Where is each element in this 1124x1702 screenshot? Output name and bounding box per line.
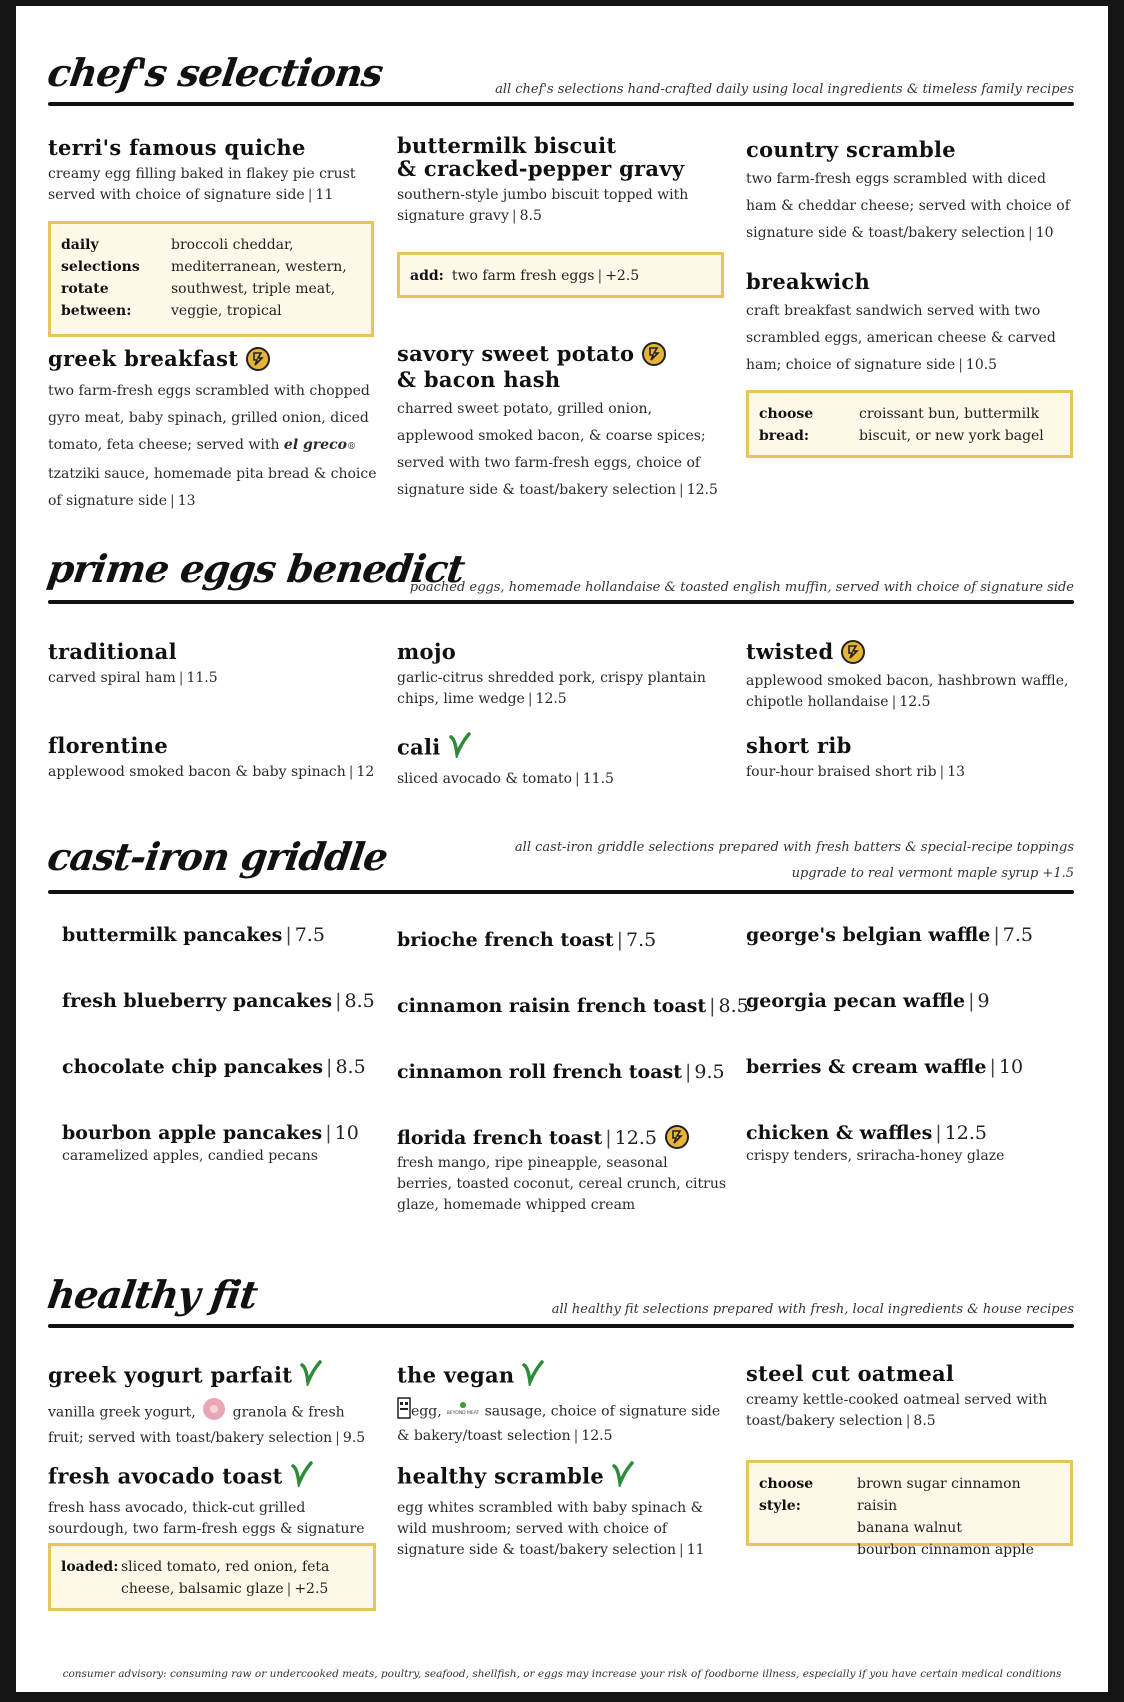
- item-desc: sliced avocado & tomato | 11.5: [397, 771, 614, 787]
- item-name: healthy scramble: [397, 1463, 727, 1493]
- item-desc: two farm-fresh eggs scrambled with chopped gyro meat, baby spinach, grilled onion, diced tomato, feta cheese; served with el greco® tzatziki sauce, homemade pita bread & choice of signature side | 13: [48, 382, 377, 509]
- item-steel-cut-oatmeal: [746, 1362, 1076, 1432]
- vegetarian-v-icon: [522, 1360, 544, 1390]
- item-price: 12.5: [944, 1122, 988, 1144]
- item-desc: caramelized apples, candied pecans: [62, 1148, 318, 1164]
- item-sweet-potato-hash: [397, 342, 727, 504]
- signature-badge-icon: [246, 347, 270, 371]
- item-name: george's belgian waffle: [746, 924, 991, 946]
- item-cali: [397, 734, 727, 790]
- item-price: 7.5: [1002, 924, 1033, 946]
- item-price: 7.5: [294, 924, 325, 946]
- item-name: bourbon apple pancakes: [62, 1122, 323, 1144]
- item-desc: craft breakfast sandwich served with two scrambled eggs, american cheese & carved ham; choice of signature side | 10.5: [746, 303, 1056, 373]
- breakwich-bread-box: [746, 390, 1073, 458]
- vegetarian-v-icon: [291, 1461, 313, 1491]
- biscuit-add-box: [397, 252, 724, 298]
- box-label: add:: [410, 268, 444, 284]
- item-price: 10: [334, 1122, 359, 1144]
- beyond-meat-logo: [446, 1401, 480, 1422]
- item-desc: southern-style jumbo biscuit topped with signature gravy | 8.5: [397, 187, 689, 224]
- signature-badge-icon: [642, 342, 666, 366]
- chefs-note: all chef's selections hand-crafted daily using local ingredients & timeless family recipes: [495, 82, 1074, 97]
- item-chocolate-chip-pancakes: chocolate chip pancakes | 8.5: [62, 1056, 366, 1078]
- item-name: mojo: [397, 639, 457, 664]
- item-desc: vanilla greek yogurt, granola & fresh fruit; served with toast/bakery selection | 9.5: [48, 1397, 378, 1449]
- item-name: florentine: [48, 733, 169, 758]
- box-label: choose bread:: [759, 406, 814, 444]
- item-name: twisted: [746, 640, 1076, 666]
- griddle-title: cast-iron griddle: [44, 834, 391, 879]
- item-name: berries & cream waffle: [746, 1056, 987, 1078]
- item-name-line1: buttermilk biscuit: [397, 133, 617, 158]
- benedict-note: poached eggs, homemade hollandaise & toasted english muffin, served with choice of signature side: [409, 580, 1074, 595]
- item-name-line1: savory sweet potato: [397, 342, 727, 368]
- item-blueberry-pancakes: fresh blueberry pancakes | 8.5: [62, 990, 375, 1012]
- item-desc: egg, BEYOND MEAT sausage, choice of signature side & bakery/toast selection | 12.5: [397, 1397, 727, 1447]
- box-label: choose style:: [759, 1476, 814, 1514]
- item-georgia-pecan-waffle: georgia pecan waffle | 9: [746, 990, 990, 1012]
- item-buttermilk-pancakes: buttermilk pancakes | 7.5: [62, 924, 325, 946]
- item-berries-cream-waffle: berries & cream waffle | 10: [746, 1056, 1024, 1078]
- granola-logo: [200, 1397, 228, 1428]
- item-quiche: [48, 136, 378, 206]
- item-name: buttermilk pancakes: [62, 924, 283, 946]
- item-price: 8.5: [335, 1056, 366, 1078]
- item-desc: crispy tenders, sriracha-honey glaze: [746, 1148, 1005, 1164]
- item-name: fresh blueberry pancakes: [62, 990, 333, 1012]
- box-text: croissant bun, buttermilk biscuit, or new york bagel: [859, 406, 1044, 444]
- item-florentine: [48, 734, 378, 783]
- item-name: florida french toast: [397, 1127, 603, 1149]
- chefs-header: [44, 50, 1074, 110]
- item-price: 8.5: [718, 995, 749, 1017]
- item-desc: charred sweet potato, grilled onion, applewood smoked bacon, & coarse spices; served with two farm-fresh eggs, choice of signature side & toast/bakery selection | 12.5: [397, 400, 718, 498]
- item-name: country scramble: [746, 137, 956, 162]
- box-text: two farm fresh eggs | +2.5: [451, 268, 640, 284]
- item-greek-breakfast: [48, 347, 378, 515]
- griddle-rule: [48, 890, 1074, 894]
- item-yogurt-parfait: [48, 1362, 378, 1449]
- box-line: brown sugar cinnamon raisin: [857, 1476, 1021, 1514]
- box-line: bourbon cinnamon apple: [857, 1542, 1034, 1558]
- item-desc: creamy egg filling baked in flakey pie crust served with choice of signature side | 11: [48, 166, 356, 203]
- item-cinnamon-raisin-french-toast: cinnamon raisin french toast | 8.5: [397, 995, 749, 1017]
- item-price: 7.5: [626, 929, 657, 951]
- vegetarian-v-icon: [449, 732, 471, 762]
- item-name: chocolate chip pancakes: [62, 1056, 324, 1078]
- item-desc: four-hour braised short rib | 13: [746, 764, 966, 780]
- item-price: 10: [998, 1056, 1024, 1078]
- consumer-advisory: consumer advisory: consuming raw or undercooked meats, poultry, seafood, shellfish, or eggs may increase your risk of foodborne illness, especially if you have certain medical conditions: [62, 1668, 1062, 1680]
- item-name: brioche french toast: [397, 929, 614, 951]
- avocado-loaded-box: [48, 1543, 376, 1611]
- item-name: greek breakfast: [48, 347, 378, 373]
- item-name: steel cut oatmeal: [746, 1361, 955, 1386]
- item-traditional: [48, 640, 378, 689]
- quiche-selections-box: [48, 221, 374, 337]
- vegetarian-v-icon: [612, 1461, 634, 1491]
- item-desc: carved spiral ham | 11.5: [48, 670, 218, 686]
- item-name: cinnamon roll french toast: [397, 1061, 682, 1083]
- chefs-rule: [48, 102, 1074, 106]
- vegetarian-v-icon: [300, 1360, 322, 1390]
- item-desc: fresh hass avocado, thick-cut grilled sourdough, two farm-fresh eggs & signature: [48, 1500, 365, 1537]
- item-breakwich: [746, 270, 1076, 379]
- item-mojo: [397, 640, 727, 710]
- healthy-rule: [48, 1324, 1074, 1328]
- box-label: daily selections rotate between:: [61, 237, 140, 319]
- item-short-rib: [746, 734, 1076, 783]
- item-name: traditional: [48, 639, 177, 664]
- item-biscuit: [397, 134, 727, 227]
- item-cinnamon-roll-french-toast: cinnamon roll french toast | 9.5: [397, 1061, 725, 1083]
- item-desc: fresh mango, ripe pineapple, seasonal berries, toasted coconut, cereal crunch, citrus glaze, homemade whipped cream: [397, 1155, 727, 1213]
- item-name-line2: & bacon hash: [397, 366, 561, 392]
- item-price: 9.5: [694, 1061, 725, 1083]
- item-healthy-scramble: [397, 1463, 727, 1561]
- item-desc: creamy kettle-cooked oatmeal served with toast/bakery selection | 8.5: [746, 1392, 1048, 1429]
- item-name: breakwich: [746, 269, 871, 294]
- benedict-rule: [48, 600, 1074, 604]
- item-name: terri's famous quiche: [48, 135, 306, 160]
- item-twisted: [746, 640, 1076, 713]
- griddle-syrup-note: upgrade to real vermont maple syrup +1.5: [791, 866, 1074, 881]
- benedict-title: prime eggs benedict: [44, 546, 468, 591]
- chefs-title: chef's selections: [44, 50, 386, 95]
- item-name: greek yogurt parfait: [48, 1362, 378, 1392]
- box-label: loaded:: [61, 1559, 119, 1575]
- griddle-header: [44, 830, 1074, 900]
- item-desc: two farm-fresh eggs scrambled with diced ham & cheddar cheese; served with choice of signature side & toast/bakery selection | 10: [746, 171, 1070, 241]
- item-country-scramble: [746, 138, 1076, 247]
- box-text: broccoli cheddar, mediterranean, western, southwest, triple meat, veggie, tropical: [171, 237, 347, 319]
- oatmeal-style-box: [746, 1460, 1073, 1558]
- item-name: short rib: [746, 733, 852, 758]
- svg-text:BEYOND MEAT: BEYOND MEAT: [446, 1411, 480, 1415]
- el-greco-brand: el greco: [283, 436, 347, 453]
- item-price: 9: [977, 990, 990, 1012]
- item-desc: egg whites scrambled with baby spinach & wild mushroom; served with choice of signature side & toast/bakery selection | 11: [397, 1500, 705, 1558]
- healthy-header: [44, 1272, 1074, 1332]
- item-name: the vegan: [397, 1362, 727, 1392]
- item-brioche-french-toast: brioche french toast | 7.5: [397, 929, 657, 951]
- item-name-line2: & cracked-pepper gravy: [397, 156, 685, 181]
- just-egg-logo: [397, 1397, 411, 1426]
- item-florida-french-toast: florida french toast | 12.5 fresh mango, ripe pineapple, seasonal berries, toasted coconut, cereal crunch, citrus glaze, homemade whipped cream: [397, 1127, 727, 1216]
- item-name: cinnamon raisin french toast: [397, 995, 707, 1017]
- item-name: georgia pecan waffle: [746, 990, 966, 1012]
- box-line: banana walnut: [857, 1520, 962, 1536]
- griddle-note: all cast-iron griddle selections prepared with fresh batters & special-recipe toppings: [514, 840, 1074, 855]
- item-name: cali: [397, 734, 727, 764]
- benedict-header: [44, 546, 1074, 606]
- healthy-title: healthy fit: [44, 1272, 260, 1317]
- item-desc: applewood smoked bacon & baby spinach | 12: [48, 764, 375, 780]
- item-belgian-waffle: george's belgian waffle | 7.5: [746, 924, 1033, 946]
- box-text: sliced tomato, red onion, feta cheese, balsamic glaze | +2.5: [121, 1559, 330, 1597]
- item-desc: applewood smoked bacon, hashbrown waffle, chipotle hollandaise | 12.5: [746, 672, 1069, 710]
- item-price: 12.5: [614, 1127, 657, 1149]
- menu-page: [16, 6, 1108, 1692]
- item-price: 8.5: [344, 990, 375, 1012]
- signature-badge-icon: [841, 640, 865, 664]
- healthy-note: all healthy fit selections prepared with fresh, local ingredients & house recipes: [551, 1302, 1074, 1317]
- item-name: fresh avocado toast: [48, 1463, 378, 1493]
- item-chicken-waffles: chicken & waffles | 12.5 crispy tenders, sriracha-honey glaze: [746, 1122, 1076, 1167]
- item-name: chicken & waffles: [746, 1122, 933, 1144]
- item-desc: garlic-citrus shredded pork, crispy plantain chips, lime wedge | 12.5: [397, 670, 706, 707]
- item-the-vegan: [397, 1362, 727, 1447]
- signature-badge-icon: [665, 1125, 689, 1149]
- item-bourbon-apple-pancakes: bourbon apple pancakes | 10 caramelized apples, candied pecans: [62, 1122, 392, 1167]
